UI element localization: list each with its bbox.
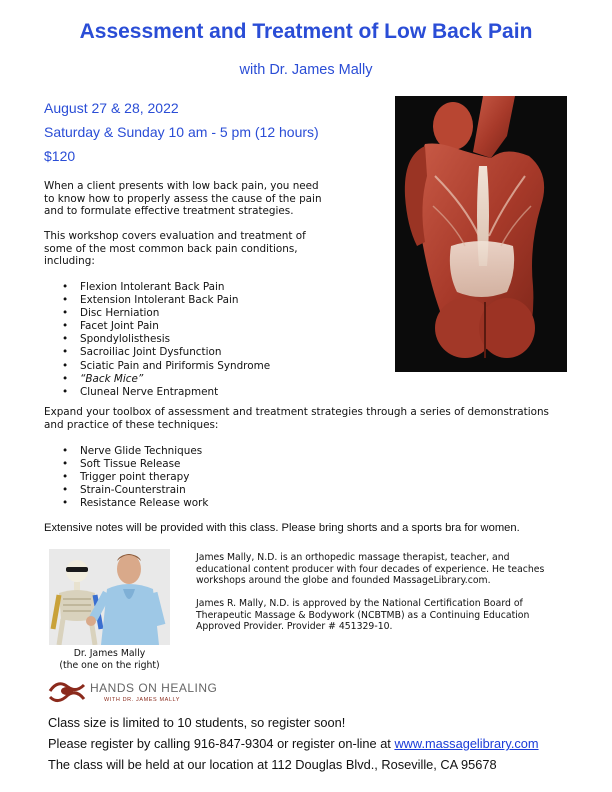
- coverage-line: some of the most common back pain conditions,: [44, 242, 298, 255]
- register-line: [48, 736, 539, 751]
- instructor-photo: [49, 549, 170, 645]
- massagelibrary-link[interactable]: www.massagelibrary.com: [394, 736, 539, 751]
- list-item: • Disc Herniation: [62, 307, 270, 320]
- register-text: Please register by calling 916-847-9304 or register on-line at: [48, 736, 395, 751]
- coverage-line: This workshop covers evaluation and treatment of: [44, 230, 306, 242]
- class-notes: Extensive notes will be provided with this class. Please bring shorts and a sports bra for women.: [44, 522, 520, 534]
- intro-line: and to formulate effective treatment strategies.: [44, 205, 294, 218]
- toolbox-line: and practice of these techniques:: [44, 418, 219, 431]
- class-size-note: Class size is limited to 10 students, so register soon!: [48, 715, 346, 730]
- location-line: The class will be held at our location at 112 Douglas Blvd., Roseville, CA 95678: [48, 757, 497, 772]
- list-item: • Nerve Glide Techniques: [62, 445, 208, 458]
- page-title: Assessment and Treatment of Low Back Pain: [79, 20, 533, 43]
- coverage-paragraph: [44, 230, 306, 268]
- bio-line: Therapeutic Massage & Bodywork (NCBTMB) as a Continuing Education: [196, 609, 530, 621]
- toolbox-paragraph: [44, 406, 549, 431]
- list-item: • “Back Mice”: [62, 373, 270, 386]
- hands-on-healing-logo: [48, 677, 238, 709]
- list-item: • Sciatic Pain and Piriformis Syndrome: [62, 360, 270, 373]
- event-price: $120: [44, 148, 76, 164]
- logo-tagline: WITH DR. JAMES MALLY: [104, 697, 181, 703]
- conditions-list: [0, 281, 271, 399]
- list-item: • Flexion Intolerant Back Pain: [62, 281, 270, 294]
- list-item: • Cluneal Nerve Entrapment: [62, 386, 270, 399]
- list-item: • Spondylolisthesis: [62, 333, 270, 346]
- page-subtitle: with Dr. James Mally: [239, 62, 373, 78]
- photo-caption: [49, 648, 170, 671]
- list-item: • Extension Intolerant Back Pain: [62, 294, 270, 307]
- list-item: • Soft Tissue Release: [62, 458, 208, 471]
- logo-name: HANDS ON HEALING: [90, 681, 218, 695]
- techniques-list: [0, 445, 209, 510]
- list-item: • Sacroiliac Joint Dysfunction: [62, 346, 270, 359]
- event-schedule: Saturday & Sunday 10 am - 5 pm (12 hours): [44, 124, 319, 140]
- toolbox-line: Expand your toolbox of assessment and treatment strategies through a series of demonstrations: [44, 406, 549, 418]
- back-muscles-illustration: [395, 96, 567, 372]
- bio-line: James Mally, N.D. is an orthopedic massage therapist, teacher, and: [196, 552, 510, 563]
- bio-line: James R. Mally, N.D. is approved by the National Certification Board of: [196, 598, 523, 609]
- intro-paragraph: [44, 180, 322, 218]
- intro-line: When a client presents with low back pain, you need: [44, 180, 319, 192]
- bio-line: educational content producer with four decades of experience. He teaches: [196, 563, 545, 575]
- list-item: • Facet Joint Pain: [62, 320, 270, 333]
- intro-line: to know how to properly assess the cause of the pain: [44, 192, 322, 205]
- certification-paragraph: [196, 598, 529, 633]
- caption-line: (the one on the right): [59, 659, 160, 671]
- bio-line: Approved Provider. Provider # 451329-10.: [196, 621, 393, 633]
- list-item: • Trigger point therapy: [62, 471, 208, 484]
- bio-line: workshops around the globe and founded MassageLibrary.com.: [196, 575, 491, 587]
- coverage-line: including:: [44, 255, 95, 268]
- list-item: • Resistance Release work: [62, 497, 208, 510]
- caption-line: Dr. James Mally: [73, 648, 146, 659]
- event-date: August 27 & 28, 2022: [44, 100, 179, 116]
- bio-paragraph: [196, 552, 544, 587]
- hands-logo-icon: [48, 679, 86, 703]
- list-item: • Strain-Counterstrain: [62, 484, 208, 497]
